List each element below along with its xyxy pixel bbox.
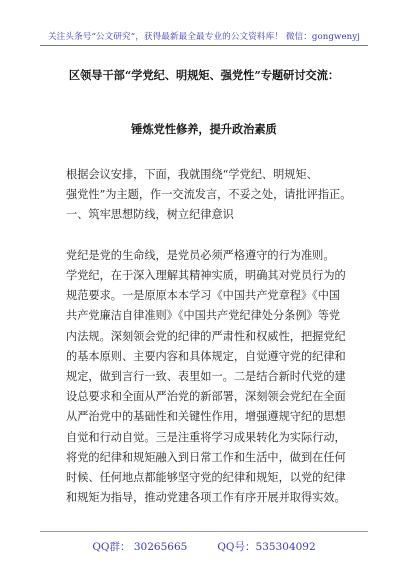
header-divider [40, 45, 368, 46]
document-body [66, 165, 362, 508]
body-line: 自觉和行动自觉。三是注重将学习成果转化为实际行动， [66, 430, 346, 444]
document-subtitle: 锤炼党性修养，提升政治素质 [131, 122, 277, 136]
body-line: 共产党廉洁自律准则》《中国共产党纪律处分条例》等党 [66, 309, 341, 323]
footer-qq-number: QQ号：535304092 [217, 541, 316, 553]
section-heading: 一、筑牢思想防线，树立纪律意识 [66, 208, 234, 222]
body-line: 和规矩为指导，推动党建各项工作有序开展并取得实效。 [66, 491, 346, 505]
document-title: 区领导干部“学党纪、明规矩、强党性”专题研讨交流： [68, 68, 340, 82]
footer-qq-group: QQ群： 30265665 [92, 541, 188, 553]
body-line: 强党性”为主题，作一交流发言，不妥之处，请批评指正。 [66, 188, 352, 202]
body-line: 从严治党中的基础性和关键性作用，增强遵规守纪的思想 [66, 410, 346, 424]
body-line: 规范要求。一是原原本本学习《中国共产党章程》《中国 [66, 289, 341, 303]
blank-line [66, 226, 362, 246]
body-line: 设总要求和全面从严治党的新部署，深刻领会党纪在全面 [66, 390, 346, 404]
body-line: 内法规。深刻领会党的纪律的严肃性和权威性，把握党纪 [66, 329, 346, 343]
body-line: 的基本原则、主要内容和具体规定，自觉遵守党的纪律和 [66, 349, 346, 363]
header-banner: 关注头条号“公文研究”，获得最新最全最专业的公文资料库！ 微信：gongwenyj [47, 32, 361, 42]
footer [0, 539, 408, 554]
body-line: 党纪是党的生命线，是党员必须严格遵守的行为准则。 [66, 248, 335, 262]
body-line: 规定，做到言行一致、表里如一。二是结合新时代党的建 [66, 370, 346, 384]
body-line: 学党纪，在于深入理解其精神实质，明确其对党员行为的 [66, 269, 346, 282]
body-line: 时候、任何地点都能够坚守党的纪律和规矩，以党的纪律 [66, 471, 346, 485]
footer-divider [40, 531, 368, 532]
body-line: 将党的纪律和规矩融入到日常工作和生活中，做到在任何 [66, 450, 346, 464]
body-line: 根据会议安排，下面，我就围绕“学党纪、明规矩、 [66, 168, 318, 181]
